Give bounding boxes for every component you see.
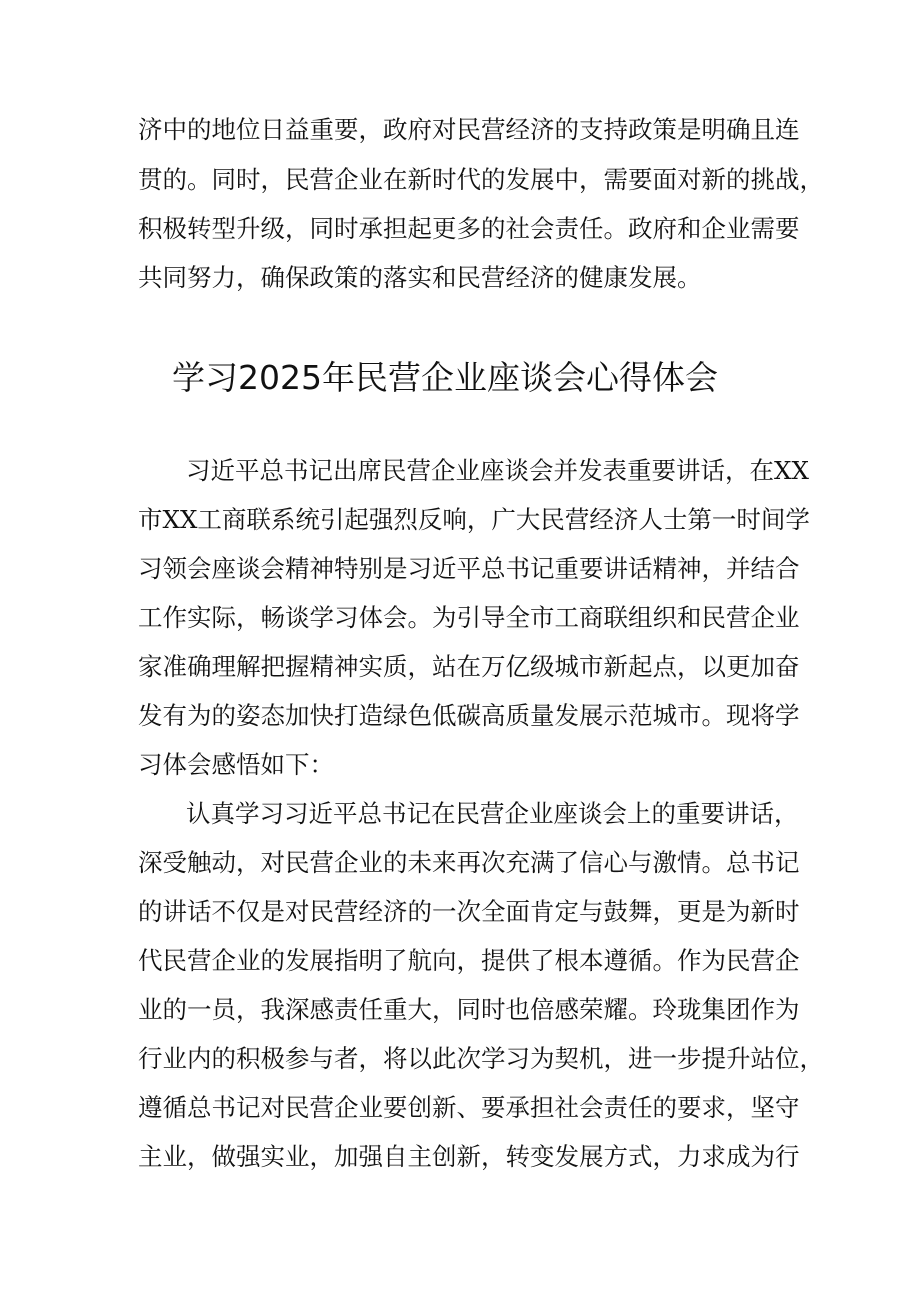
paragraph2-line-7: 遵循总书记对民营企业要创新、要承担社会责任的要求，坚守 — [138, 1093, 800, 1122]
paragraph1-line-7: 习体会感悟如下： — [138, 750, 334, 779]
intro-line-4: 共同努力，确保政策的落实和民营经济的健康发展。 — [138, 263, 702, 292]
paragraph1-line-4: 工作实际，畅谈学习体会。为引导全市工商联组织和民营企业 — [138, 603, 800, 632]
paragraph2-line-5: 业的一员，我深感责任重大，同时也倍感荣耀。玲珑集团作为 — [138, 995, 800, 1024]
document-title: 学习2025年民营企业座谈会心得体会 — [172, 358, 718, 397]
paragraph2-line-1: 认真学习习近平总书记在民营企业座谈会上的重要讲话， — [186, 799, 799, 828]
intro-line-2: 贯的。同时，民营企业在新时代的发展中，需要面对新的挑战， — [138, 165, 824, 194]
intro-line-1: 济中的地位日益重要，政府对民营经济的支持政策是明确且连 — [138, 115, 800, 144]
paragraph1-line-5: 家准确理解把握精神实质，站在万亿级城市新起点，以更加奋 — [138, 652, 800, 681]
paragraph1-line-3: 习领会座谈会精神特别是习近平总书记重要讲话精神，并结合 — [138, 554, 800, 583]
paragraph2-line-6: 行业内的积极参与者，将以此次学习为契机，进一步提升站位， — [138, 1044, 824, 1073]
paragraph1-line-2: 市XX工商联系统引起强烈反响，广大民营经济人士第一时间学 — [138, 505, 810, 534]
paragraph1-line-6: 发有为的姿态加快打造绿色低碳高质量发展示范城市。现将学 — [138, 701, 800, 730]
paragraph1-line-1: 习近平总书记出席民营企业座谈会并发表重要讲话，在XX — [186, 456, 809, 485]
paragraph2-line-8: 主业，做强实业，加强自主创新，转变发展方式，力求成为行 — [138, 1142, 800, 1171]
paragraph2-line-4: 代民营企业的发展指明了航向，提供了根本遵循。作为民营企 — [138, 946, 800, 975]
paragraph2-line-2: 深受触动，对民营企业的未来再次充满了信心与激情。总书记 — [138, 848, 800, 877]
intro-line-3: 积极转型升级，同时承担起更多的社会责任。政府和企业需要 — [138, 214, 800, 243]
paragraph2-line-3: 的讲话不仅是对民营经济的一次全面肯定与鼓舞，更是为新时 — [138, 897, 800, 926]
